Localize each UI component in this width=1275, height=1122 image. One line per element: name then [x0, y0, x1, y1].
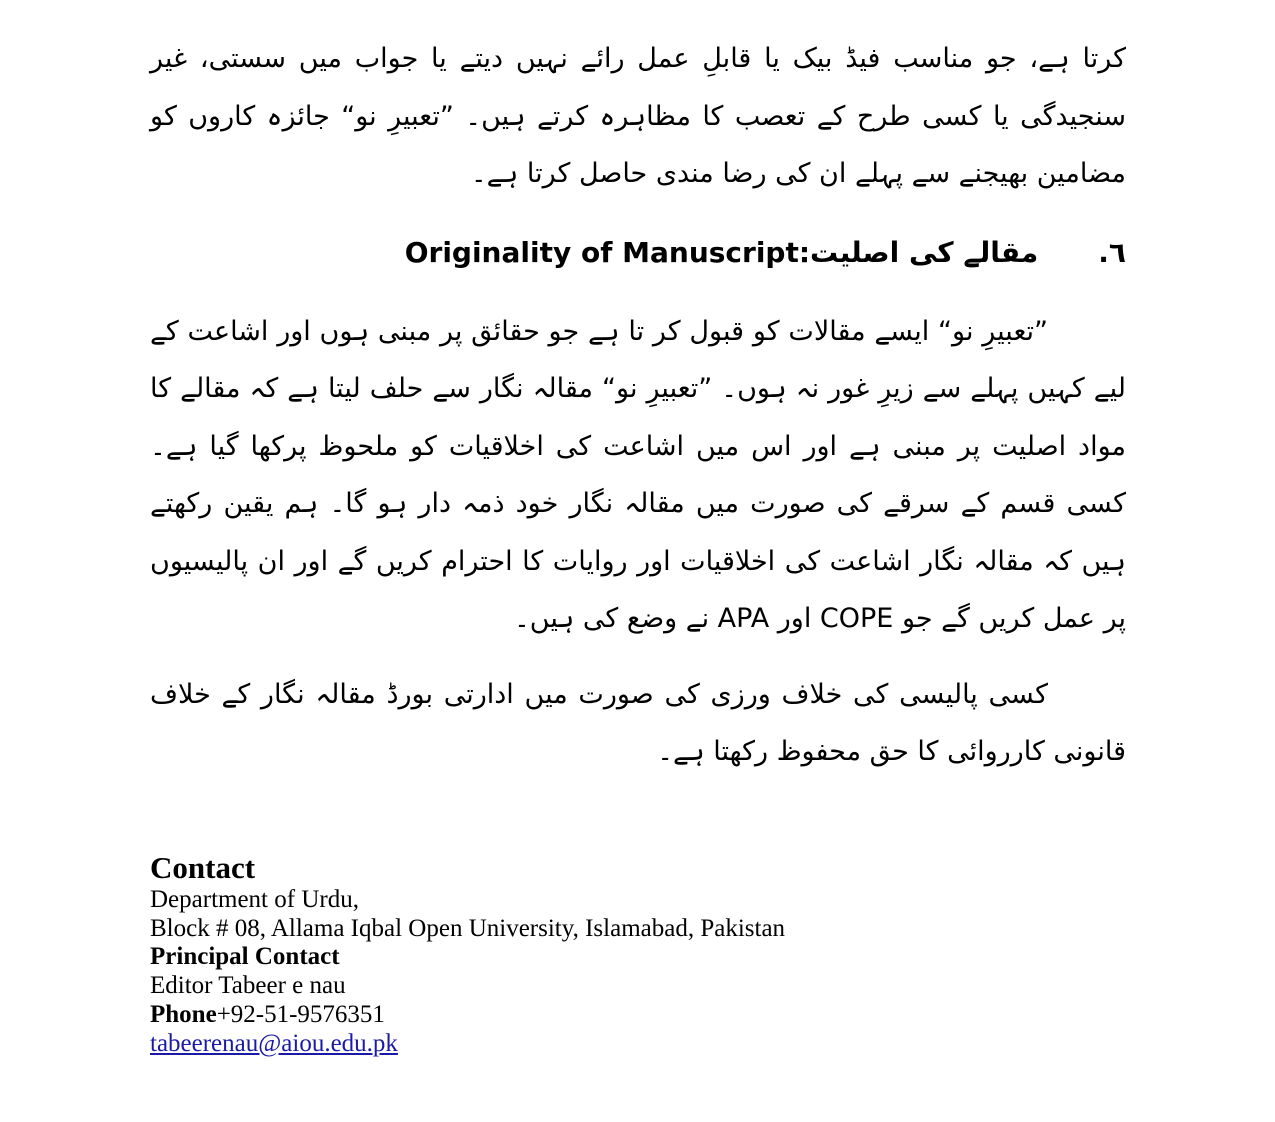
contact-email-line — [150, 1030, 785, 1059]
contact-title: Contact — [150, 850, 256, 885]
phone-value: +92-51-9576351 — [216, 1000, 385, 1028]
email-link[interactable]: tabeerenau@aiou.edu.pk — [150, 1029, 398, 1057]
phone-label: Phone — [150, 1000, 217, 1028]
contact-block — [150, 850, 785, 1058]
contact-editor: Editor Tabeer e nau — [150, 972, 346, 1000]
paragraph-gap — [150, 648, 1126, 666]
section-title-urdu: مقالے کی اصلیت: — [798, 235, 1039, 269]
contact-phone — [150, 1001, 785, 1030]
section-number: ٦. — [1098, 235, 1126, 269]
section-title-english: Originality of Manuscript — [404, 235, 799, 269]
section-heading-originality — [150, 233, 1126, 273]
paragraph-originality: ”تعبیرِ نو“ ایسے مقالات کو قبول کر تا ہے جو حقائق پر مبنی ہوں اور اشاعت کے لیے کہیں پہلے سے زیرِ غور نہ ہوں۔ ”تعبیرِ نو“ مقالہ نگار سے حلف لیتا ہے کہ مقالے کا مواد اصلیت پر مبنی ہے اور اس میں اشاعت کی اخلاقیات کو ملحوظ پرکھا گیا ہے۔ کسی قسم کے سرقے کی صورت میں مقالہ نگار خود ذمہ دار ہو گا۔ ہم یقین رکھتے ہیں کہ مقالہ نگار اشاعت کی اخلاقیات اور روایات کا احترام کریں گے اور ان پالیسیوں پر عمل کریں گے جو COPE اور APA نے وضع کی ہیں۔ — [150, 315, 1126, 634]
document-page — [150, 30, 1126, 781]
principal-contact-label: Principal Contact — [150, 943, 340, 971]
paragraph-reviewer-consent: کرتا ہے، جو مناسب فیڈ بیک یا قابلِ عمل رائے نہیں دیتے یا جواب میں سستی، غیر سنجیدگی یا کسی طرح کے تعصب کا مظاہرہ کرتے ہیں۔ ”تعبیرِ نو“ جائزہ کاروں کو مضامین بھیجنے سے پہلے ان کی رضا مندی حاصل کرتا ہے۔ — [150, 43, 1126, 189]
contact-address: Block # 08, Allama Iqbal Open University, Islamabad, Pakistan — [150, 914, 786, 942]
contact-department: Department of Urdu, — [150, 886, 359, 913]
paragraph-policy-violation: کسی پالیسی کی خلاف ورزی کی صورت میں ادارتی بورڈ مقالہ نگار کے خلاف قانونی کارروائی کا حق محفوظ رکھتا ہے۔ — [150, 678, 1126, 767]
